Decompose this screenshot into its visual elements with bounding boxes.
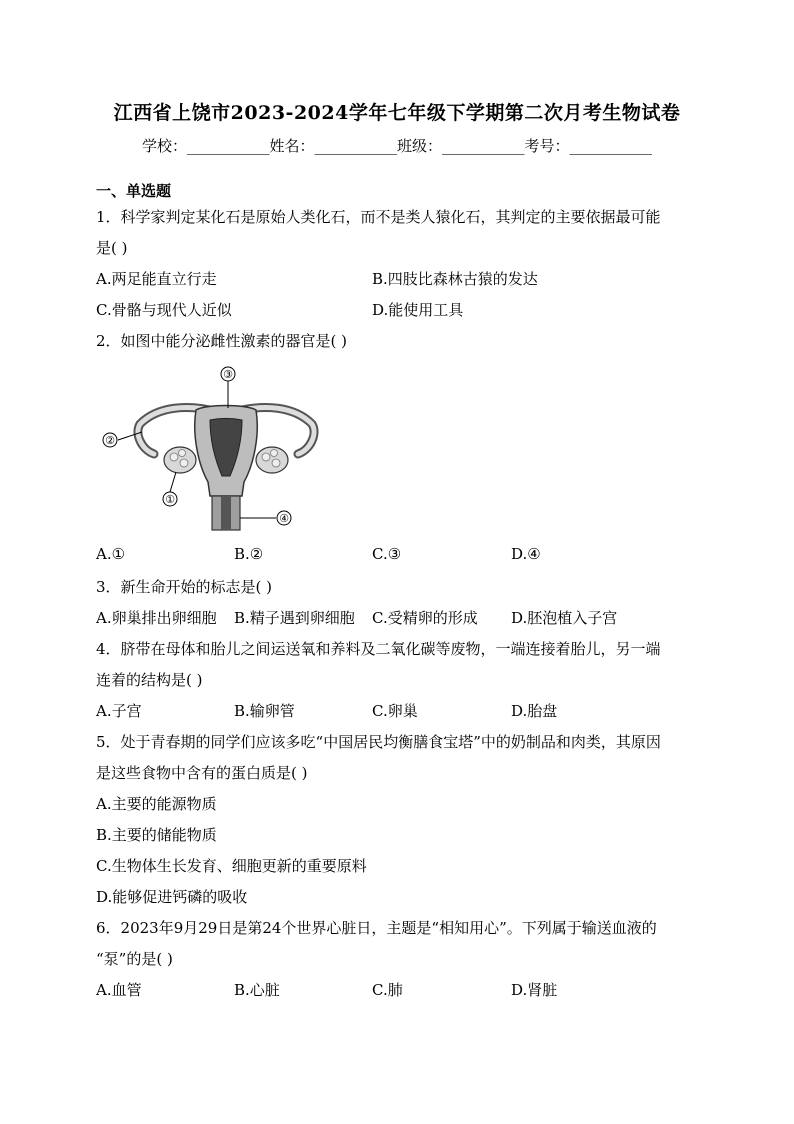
question-4-stem-line-2: 连着的结构是( ) [96,671,203,689]
figure-label-3: ③ [223,368,233,381]
question-5-option-d[interactable]: D.能够促进钙磷的吸收 [96,888,248,906]
figure-label-1: ① [165,493,175,506]
question-2-option-a[interactable]: A.① [96,545,126,563]
question-4-option-c[interactable]: C.卵巢 [372,702,418,720]
section-heading: 一、单选题 [96,182,172,200]
question-5-stem-line-1: 5．处于青春期的同学们应该多吃“中国居民均衡膳食宝塔”中的奶制品和肉类，其原因 [96,733,661,751]
question-6-option-b[interactable]: B.心脏 [234,981,280,999]
student-info-fields: 学校：___________姓名：___________班级：___________考号：___________ [141,137,652,155]
question-6-option-c[interactable]: C.肺 [372,981,403,999]
figure-label-4: ④ [279,512,289,525]
question-2-stem: 2．如图中能分泌雌性激素的器官是( ) [96,332,348,350]
female-reproductive-system-figure [98,364,338,534]
question-1-option-b[interactable]: B.四肢比森林古猿的发达 [372,270,538,288]
question-3-option-d[interactable]: D.胚泡植入子宫 [511,609,618,627]
question-1-option-c[interactable]: C.骨骼与现代人近似 [96,301,232,319]
question-1-stem-line-1: 1．科学家判定某化石是原始人类化石，而不是类人猿化石，其判定的主要依据最可能 [96,208,661,226]
question-6-option-d[interactable]: D.肾脏 [511,981,558,999]
question-1-option-d[interactable]: D.能使用工具 [372,301,464,319]
question-4-option-a[interactable]: A.子宫 [96,702,142,720]
question-3-option-a[interactable]: A.卵巢排出卵细胞 [96,609,217,627]
question-5-stem-line-2: 是这些食物中含有的蛋白质是( ) [96,764,308,782]
exam-title: 江西省上饶市2023-2024学年七年级下学期第二次月考生物试卷 [113,102,681,124]
question-5-option-c[interactable]: C.生物体生长发育、细胞更新的重要原料 [96,857,367,875]
question-5-option-a[interactable]: A.主要的能源物质 [96,795,217,813]
question-6-stem-line-2: “泵”的是( ) [96,950,173,968]
question-4-stem-line-1: 4．脐带在母体和胎儿之间运送氧和养料及二氧化碳等废物，一端连接着胎儿，另一端 [96,640,661,658]
question-5-option-b[interactable]: B.主要的储能物质 [96,826,217,844]
question-4-option-b[interactable]: B.输卵管 [234,702,295,720]
question-3-option-b[interactable]: B.精子遇到卵细胞 [234,609,355,627]
question-2-option-c[interactable]: C.③ [372,545,402,563]
question-6-stem-line-1: 6．2023年9月29日是第24个世界心脏日，主题是“相知用心”。下列属于输送血液的 [96,919,657,937]
question-3-stem: 3．新生命开始的标志是( ) [96,578,273,596]
question-2-option-b[interactable]: B.② [234,545,264,563]
question-1-stem-line-2: 是( ) [96,239,128,257]
uterus-diagram-icon [98,364,338,534]
question-2-option-d[interactable]: D.④ [511,545,541,563]
figure-label-2: ② [105,434,115,447]
question-1-option-a[interactable]: A.两足能直立行走 [96,270,217,288]
question-6-option-a[interactable]: A.血管 [96,981,142,999]
question-4-option-d[interactable]: D.胎盘 [511,702,558,720]
question-3-option-c[interactable]: C.受精卵的形成 [372,609,478,627]
